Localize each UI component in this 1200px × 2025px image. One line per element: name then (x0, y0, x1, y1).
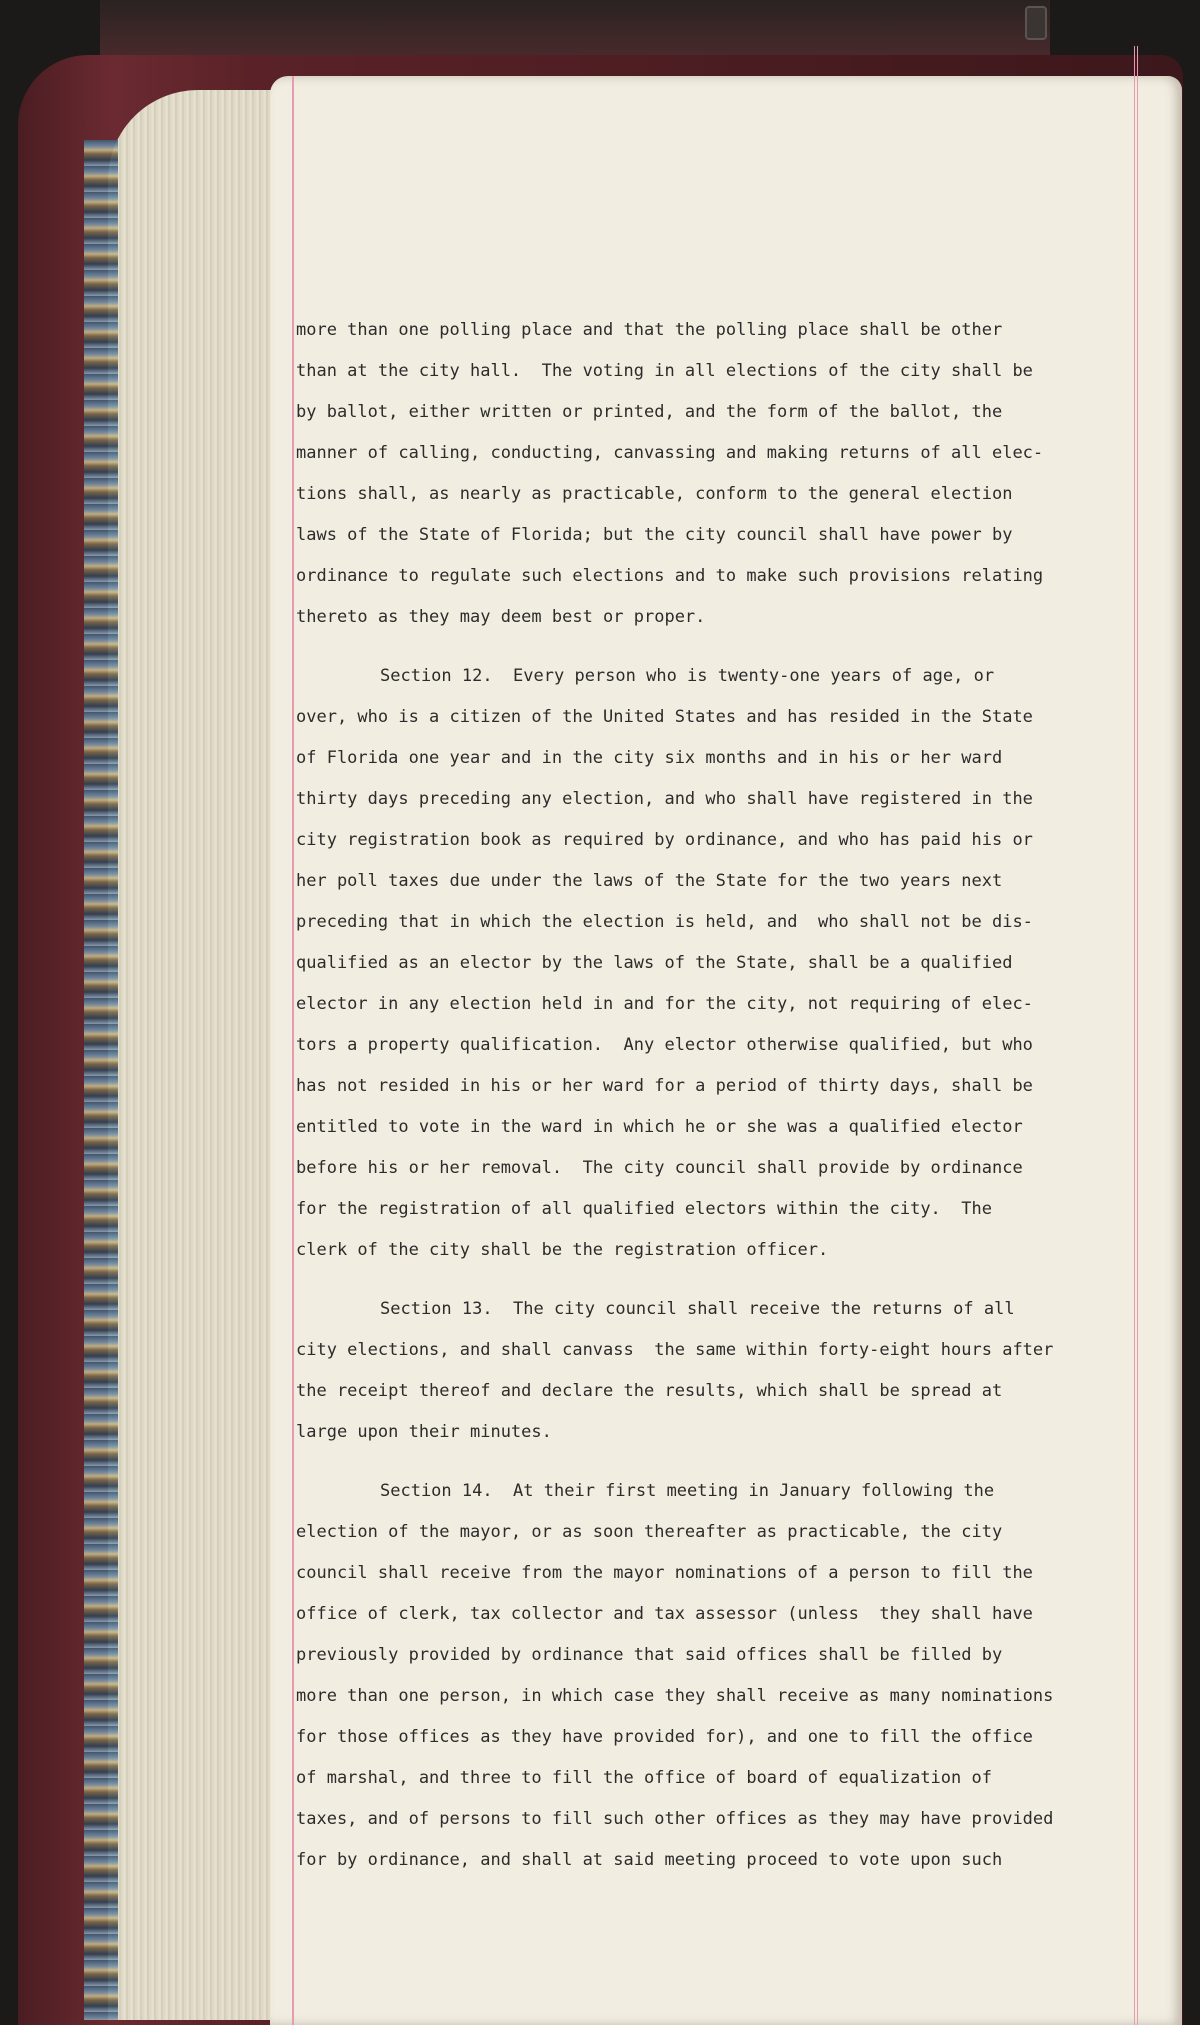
text-line: office of clerk, tax collector and tax assessor (unless they shall have (296, 1604, 1033, 1624)
text-line: entitled to vote in the ward in which he or she was a qualified elector (296, 1117, 1023, 1137)
text-line: of Florida one year and in the city six months and in his or her ward (296, 748, 1003, 768)
page-text (296, 310, 1156, 1881)
text-line: before his or her removal. The city council shall provide by ordinance (296, 1158, 1023, 1178)
page-block-edges (108, 90, 283, 2020)
text-line: of marshal, and three to fill the office of board of equalization of (296, 1768, 992, 1788)
section-heading-line: Section 13. The city council shall receive the returns of all (380, 1299, 1015, 1319)
text-line: tions shall, as nearly as practicable, conform to the general election (296, 484, 1013, 504)
section-14 (296, 1471, 1156, 1881)
text-line: manner of calling, conducting, canvassing and making returns of all elec- (296, 443, 1044, 463)
text-line: ordinance to regulate such elections and to make such provisions relating (296, 566, 1044, 586)
text-line: for the registration of all qualified electors within the city. The (296, 1199, 992, 1219)
paragraph-gap (296, 1453, 1156, 1471)
text-line: for those offices as they have provided for), and one to fill the office (296, 1727, 1033, 1747)
section-heading-line: Section 14. At their first meeting in January following the (380, 1481, 995, 1501)
text-line: than at the city hall. The voting in all elections of the city shall be (296, 361, 1033, 381)
text-line: thereto as they may deem best or proper. (296, 607, 706, 627)
text-line: more than one polling place and that the polling place shall be other (296, 320, 1003, 340)
text-line: taxes, and of persons to fill such other offices as they may have provided (296, 1809, 1054, 1829)
text-line: city registration book as required by ordinance, and who has paid his or (296, 830, 1033, 850)
text-line: election of the mayor, or as soon thereafter as practicable, the city (296, 1522, 1003, 1542)
text-line: qualified as an elector by the laws of the State, shall be a qualified (296, 953, 1013, 973)
text-line: the receipt thereof and declare the results, which shall be spread at (296, 1381, 1003, 1401)
paragraph-continuation (296, 310, 1156, 638)
text-line: more than one person, in which case they shall receive as many nominations (296, 1686, 1054, 1706)
text-line: previously provided by ordinance that said offices shall be filled by (296, 1645, 1003, 1665)
text-line: her poll taxes due under the laws of the State for the two years next (296, 871, 1003, 891)
text-line: council shall receive from the mayor nominations of a person to fill the (296, 1563, 1033, 1583)
paragraph-gap (296, 638, 1156, 656)
marbled-edge (84, 140, 118, 2020)
section-heading-line: Section 12. Every person who is twenty-one years of age, or (380, 666, 995, 686)
book-clasp (1025, 6, 1047, 40)
text-line: tors a property qualification. Any elector otherwise qualified, but who (296, 1035, 1033, 1055)
section-12 (296, 656, 1156, 1271)
text-line: laws of the State of Florida; but the city council shall have power by (296, 525, 1013, 545)
text-line: thirty days preceding any election, and who shall have registered in the (296, 789, 1033, 809)
text-line: preceding that in which the election is held, and who shall not be dis- (296, 912, 1033, 932)
text-line: large upon their minutes. (296, 1422, 552, 1442)
paragraph-gap (296, 1271, 1156, 1289)
text-line: city elections, and shall canvass the same within forty-eight hours after (296, 1340, 1054, 1360)
text-line: elector in any election held in and for the city, not requiring of elec- (296, 994, 1033, 1014)
text-line: over, who is a citizen of the United States and has resided in the State (296, 707, 1033, 727)
text-line: by ballot, either written or printed, and the form of the ballot, the (296, 402, 1003, 422)
text-line: has not resided in his or her ward for a period of thirty days, shall be (296, 1076, 1033, 1096)
book-top-edge (100, 0, 1050, 60)
left-margin-rule (292, 76, 294, 2025)
section-13 (296, 1289, 1156, 1453)
text-line: for by ordinance, and shall at said meeting proceed to vote upon such (296, 1850, 1003, 1870)
text-line: clerk of the city shall be the registration officer. (296, 1240, 829, 1260)
